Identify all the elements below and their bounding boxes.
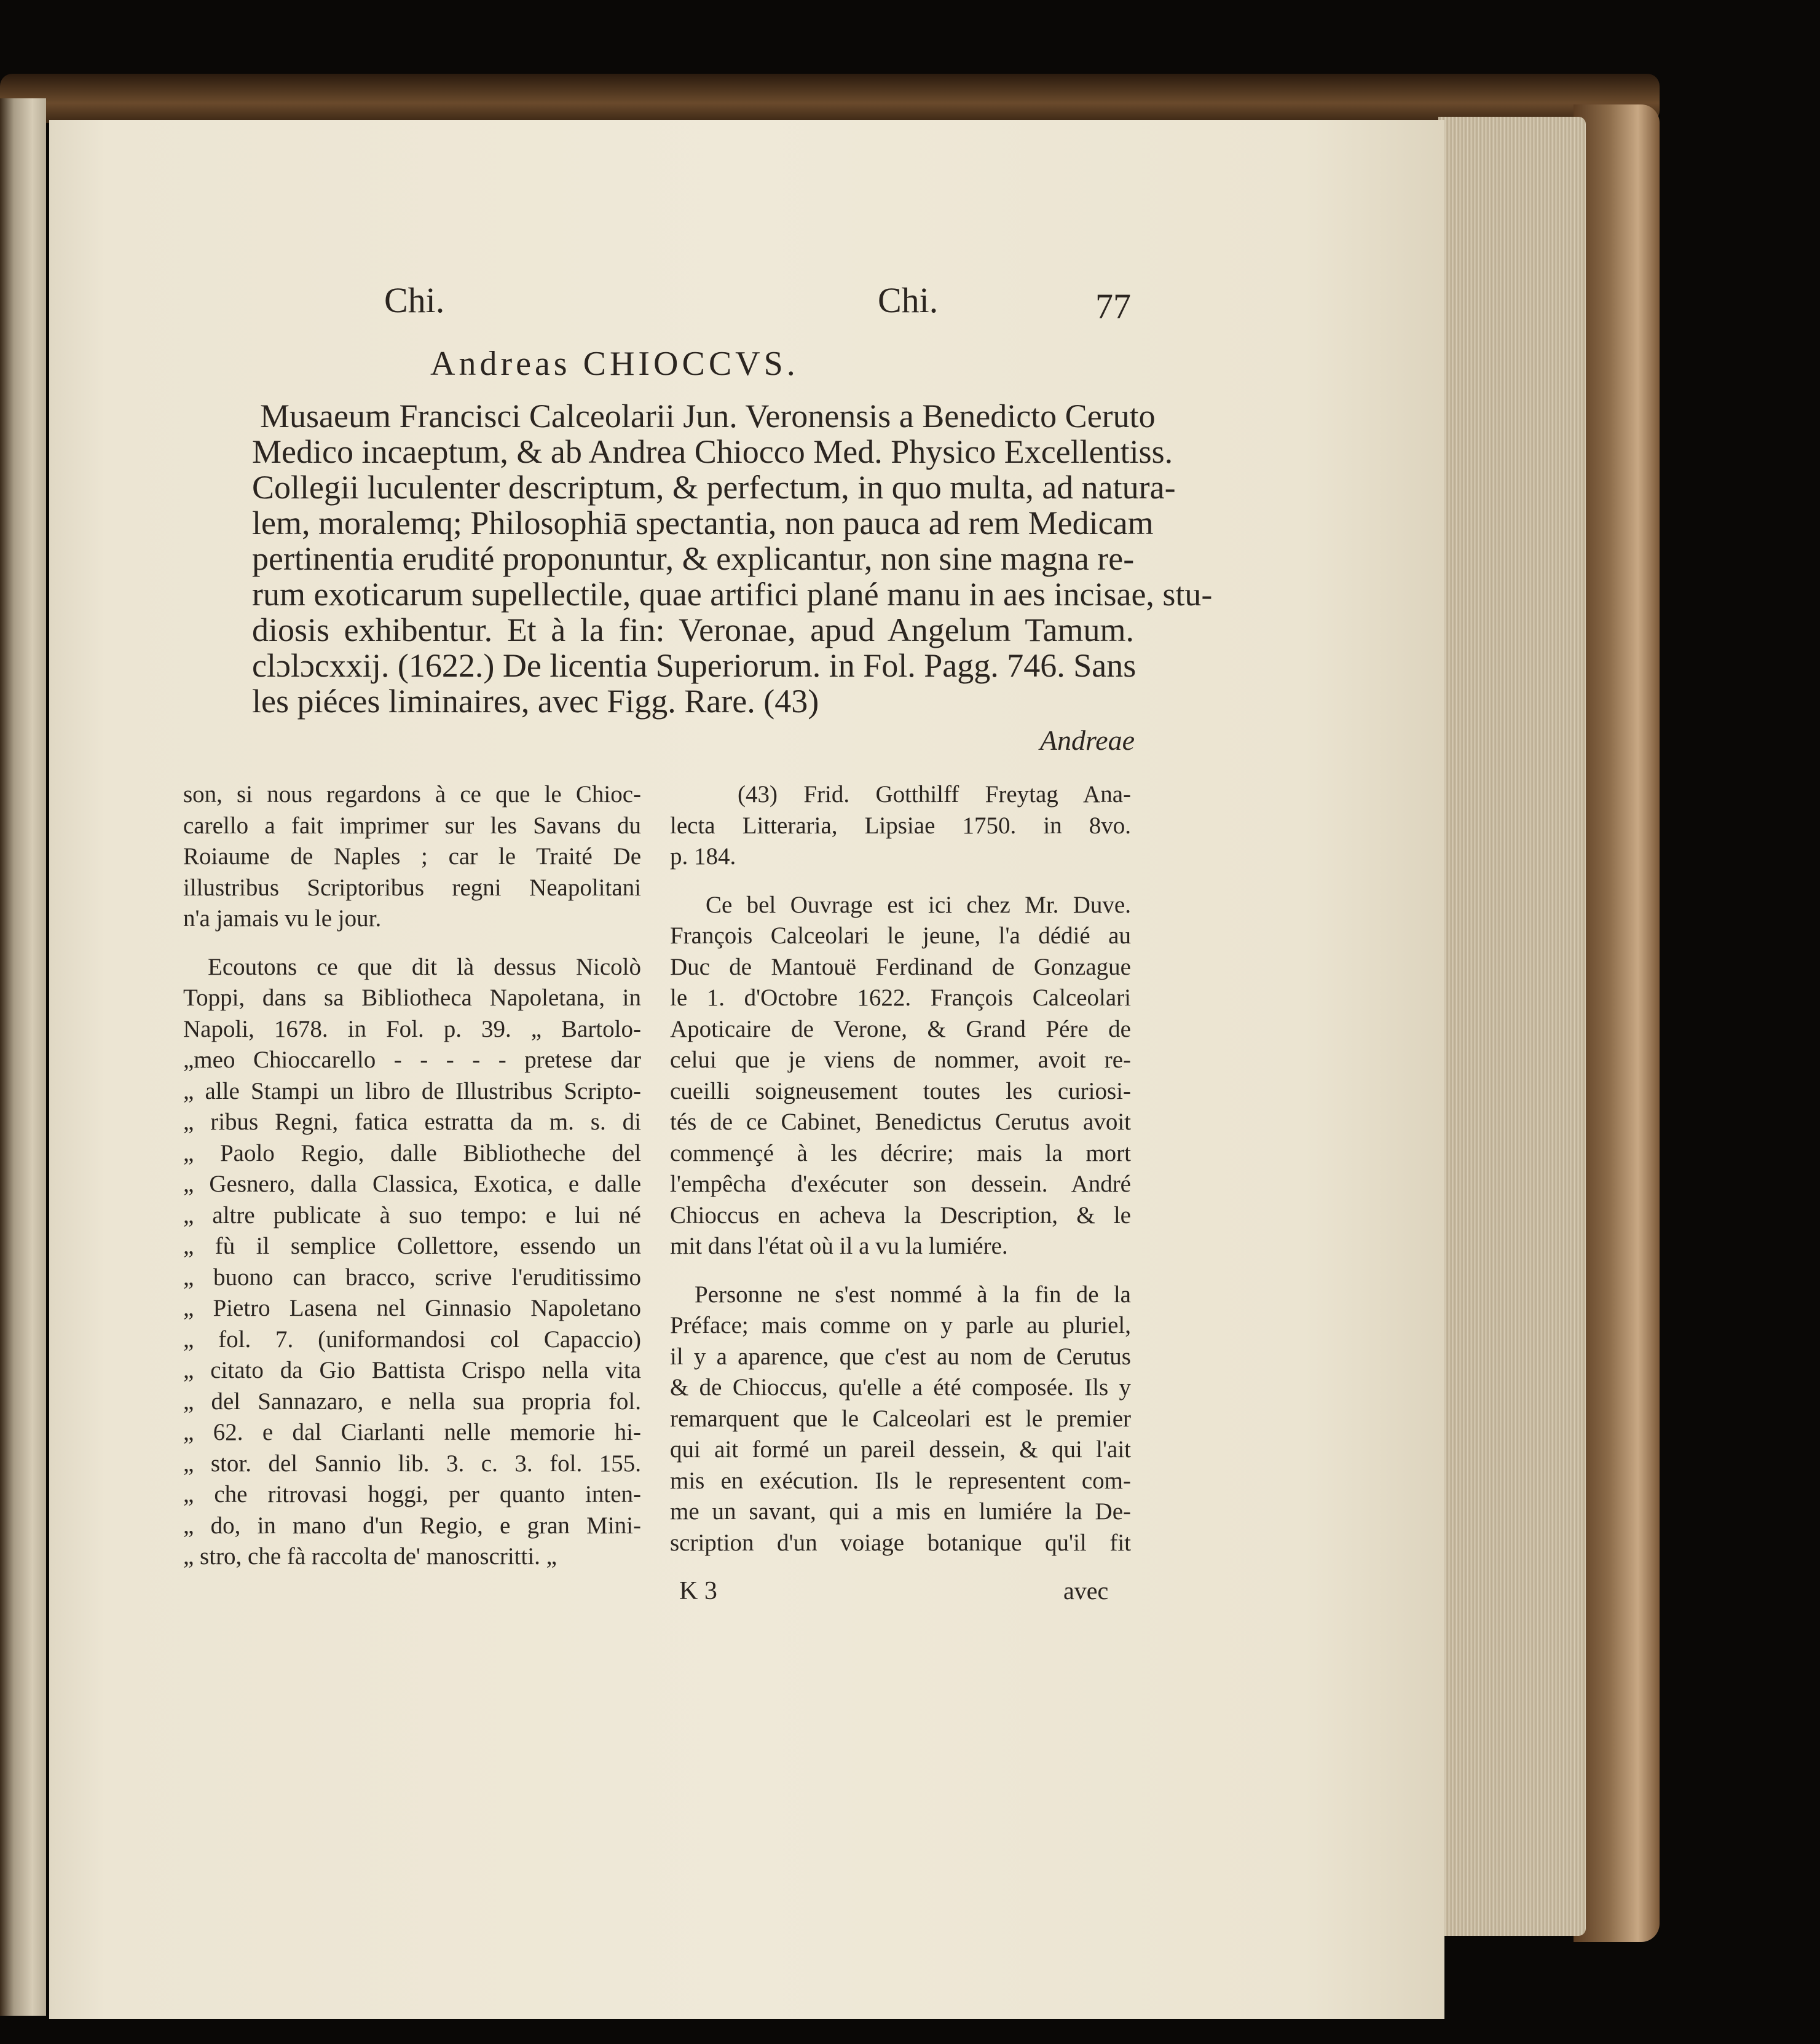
main-line: clɔlɔcxxij. (1622.) De licentia Superiorum. in Fol. Pagg. 746. Sans [252,647,1137,684]
main-line: pertinentia erudité proponuntur, & explicantur, non sine magna re- [252,540,1135,577]
footnote-line: lecta Litteraria, Lipsiae 1750. in 8vo. [670,812,1131,839]
catchword: Andreae [1039,725,1135,756]
column-line: illustribus Scriptoribus regni Neapolitani [183,874,641,901]
column-line: Toppi, dans sa Bibliotheca Napoletana, in [183,985,641,1011]
main-entry-text [252,398,1213,720]
running-head-center: Chi. [878,280,939,320]
main-line: Medico incaeptum, & ab Andrea Chiocco Med. Physico Excellentiss. [252,433,1173,470]
column-line: & de Chioccus, qu'elle a été composée. Ils y [670,1374,1131,1401]
book-cover-top [0,74,1660,123]
column-line: „ che ritrovasi hoggi, per quanto inten- [183,1481,641,1507]
column-line: „ buono can bracco, scrive l'eruditissimo [183,1264,641,1291]
column-line: „ fol. 7. (uniformandosi col Capaccio) [183,1326,641,1353]
column-line: mit dans l'état où il a vu la lumiére. [670,1233,1008,1259]
column-line: Napoli, 1678. in Fol. p. 39. „ Bartolo- [183,1015,641,1042]
column-line: n'a jamais vu le jour. [183,905,382,932]
main-line: Collegii luculenter descriptum, & perfectum, in quo multa, ad natura- [252,469,1176,506]
column-line: carello a fait imprimer sur les Savans du [183,812,641,839]
book-cover-right [1574,104,1660,1942]
column-line: „ altre publicate à suo tempo: e lui né [183,1201,641,1228]
column-line: son, si nous regardons à ce que le Chioc- [183,781,641,808]
column-line: celui que je viens de nommer, avoit re- [670,1047,1131,1073]
column-line: Chioccus en acheva la Description, & le [670,1201,1131,1228]
bottom-catchword: avec [1063,1577,1109,1605]
right-column [670,779,1131,1559]
footnote-line: p. 184. [670,843,736,870]
running-head-left: Chi. [384,280,445,320]
column-line: l'empêcha d'exécuter son dessein. André [670,1171,1131,1197]
column-line: remarquent que le Calceolari est le premier [670,1405,1131,1432]
column-line: commençé à les décrire; mais la mort [670,1139,1131,1166]
column-line: mis en exécution. Ils le representent com- [670,1467,1131,1494]
page-edges [1438,117,1586,1936]
column-line: il y a aparence, que c'est au nom de Cerutus [670,1343,1131,1370]
column-line: Ce bel Ouvrage est ici chez Mr. Duve. [706,891,1131,918]
main-line: diosis exhibentur. Et à la fin: Veronae, apud Angelum Tamum. [252,611,1134,648]
main-line: Musaeum Francisci Calceolarii Jun. Veronensis a Benedicto Ceruto [260,398,1156,434]
column-line: Personne ne s'est nommé à la fin de la [695,1281,1131,1308]
page-number: 77 [1095,286,1131,326]
signature-mark: K 3 [679,1577,717,1605]
column-line: qui ait formé un pareil dessein, & qui l'ait [670,1436,1131,1463]
column-line: „ stor. del Sannio lib. 3. c. 3. fol. 155. [183,1450,641,1477]
column-line: me un savant, qui a mis en lumiére la De- [670,1498,1131,1525]
main-line: lem, moralemq; Philosophiā spectantia, non pauca ad rem Medicam [252,505,1154,541]
column-line: Roiaume de Naples ; car le Traité De [183,843,641,870]
column-line: „ 62. e dal Ciarlanti nelle memorie hi- [183,1419,641,1445]
column-line: le 1. d'Octobre 1622. François Calceolari [670,985,1131,1011]
column-line: „ alle Stampi un libro de Illustribus Scripto- [183,1077,641,1104]
column-line: „ stro, che fà raccolta de' manoscritti. „ [183,1543,557,1570]
column-line: Apoticaire de Verone, & Grand Pére de [670,1015,1131,1042]
column-line: „ fù il semplice Collettore, essendo un [183,1233,641,1259]
column-line: François Calceolari le jeune, l'a dédié au [670,922,1131,949]
column-line: Ecoutons ce que dit là dessus Nicolò [208,953,641,980]
left-page-edge [0,98,46,2016]
column-line: „ Gesnero, dalla Classica, Exotica, e dalle [183,1171,641,1197]
column-line: Duc de Mantouë Ferdinand de Gonzague [670,953,1131,980]
column-line: Préface; mais comme on y parle au pluriel, [670,1312,1131,1338]
main-line: rum exoticarum supellectile, quae artifici plané manu in aes incisae, stu- [252,576,1213,613]
column-line: „ Pietro Lasena nel Ginnasio Napoletano [183,1295,641,1321]
column-line: tés de ce Cabinet, Benedictus Cerutus avoit [670,1109,1131,1135]
column-line: „meo Chioccarello - - - - - pretese dar [183,1047,641,1073]
footnote-line: (43) Frid. Gotthilff Freytag Ana- [738,781,1131,808]
entry-title: Andreas CHIOCCVS. [430,345,799,383]
main-line: les piéces liminaires, avec Figg. Rare. (43) [252,683,819,720]
column-line: „ ribus Regni, fatica estratta da m. s. di [183,1109,641,1135]
left-column [183,779,641,1573]
column-line: „ del Sannazaro, e nella sua propria fol. [183,1388,641,1415]
column-line: „ citato da Gio Battista Crispo nella vita [183,1357,641,1383]
column-line: „ Paolo Regio, dalle Bibliotheche del [183,1139,641,1166]
column-line: cueilli soigneusement toutes les curiosi- [670,1077,1131,1104]
column-line: scription d'un voiage botanique qu'il fit [670,1529,1131,1556]
column-line: „ do, in mano d'un Regio, e gran Mini- [183,1512,641,1539]
